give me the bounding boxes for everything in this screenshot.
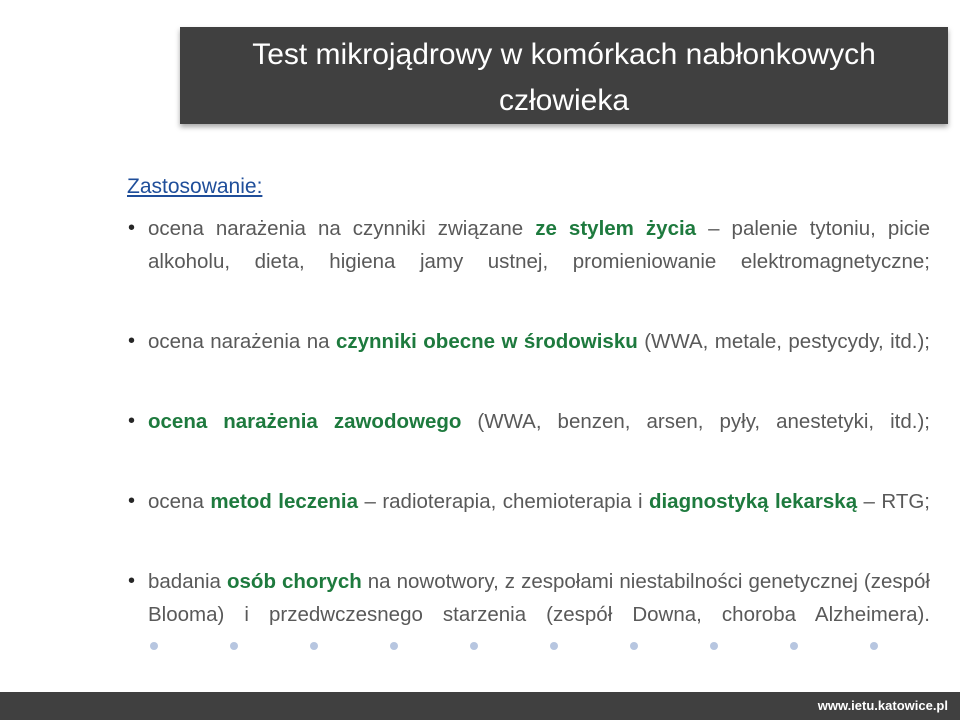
bullet-environment	[128, 325, 930, 391]
bullet-highlight: czynniki obecne w środowisku	[335, 330, 638, 353]
decorative-dot-icon	[630, 642, 638, 650]
bullet-treatment	[128, 485, 930, 551]
bullet-text: badania	[148, 570, 227, 593]
decorative-dot-icon	[550, 642, 558, 650]
decorative-dot-icon	[390, 642, 398, 650]
bullet-icon: •	[128, 490, 136, 512]
bullet-text: (WWA, benzen, arsen, pyły, anestetyki, itd.);	[461, 410, 930, 433]
bullet-occupational	[128, 405, 930, 471]
bullet-lifestyle	[128, 212, 930, 311]
section-heading: Zastosowanie:	[127, 175, 263, 198]
bullet-text: – palenie tytoniu, picie alkoholu, dieta, higiena jamy ustnej, promieniowanie elektromagnetyczne;	[148, 217, 930, 273]
slide-title-line-1: Test mikrojądrowy w komórkach nabłonkowych	[252, 38, 876, 71]
decorative-dot-icon	[870, 642, 878, 650]
bullet-icon: •	[128, 570, 136, 592]
footer-bar	[0, 692, 960, 720]
bullet-text: ocena	[148, 490, 211, 513]
bullet-list	[128, 212, 930, 664]
bullet-highlight: diagnostyką lekarską	[648, 490, 858, 513]
bullet-text: (WWA, metale, pestycydy, itd.);	[637, 330, 931, 353]
bullet-text: na nowotwory, z zespołami niestabilności genetycznej (zespół Blooma) i przedwczesnego starzenia (zespół Downa, choroba Alzheimera).	[148, 570, 930, 626]
bullet-icon: •	[128, 330, 136, 352]
bullet-text: ocena narażenia na czynniki związane	[148, 217, 536, 240]
bullet-text: – RTG;	[857, 490, 930, 513]
bullet-icon: •	[128, 217, 136, 239]
bullet-text: – radioterapia, chemioterapia i	[358, 490, 649, 513]
slide-title-line-2: człowieka	[498, 84, 630, 117]
decorative-dot-icon	[470, 642, 478, 650]
decorative-dots	[150, 642, 890, 654]
bullet-highlight: ocena narażenia zawodowego	[148, 410, 462, 433]
bullet-highlight: osób chorych	[227, 570, 362, 593]
bullet-text: ocena narażenia na	[148, 330, 336, 353]
decorative-dot-icon	[230, 642, 238, 650]
bullet-icon: •	[128, 410, 136, 432]
decorative-dot-icon	[310, 642, 318, 650]
bullet-highlight: metod leczenia	[210, 490, 359, 513]
decorative-dot-icon	[790, 642, 798, 650]
slide-title	[180, 32, 948, 124]
footer-url[interactable]: www.ietu.katowice.pl	[817, 698, 948, 713]
decorative-dot-icon	[710, 642, 718, 650]
bullet-highlight: ze stylem życia	[535, 217, 697, 240]
decorative-dot-icon	[150, 642, 158, 650]
